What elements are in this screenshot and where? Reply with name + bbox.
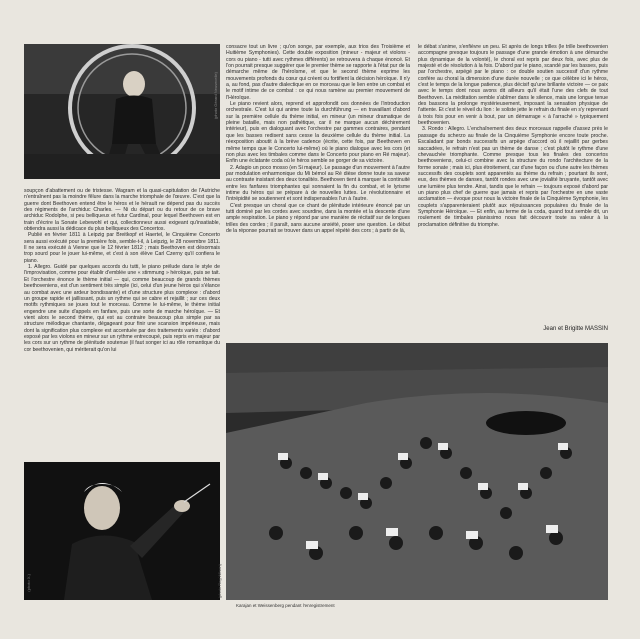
photo-pianist	[24, 44, 220, 179]
paragraph: 1. Allegro. Guidé par quelques accords du tutti, le piano prélude dans le style de l'improvisation, comme pour établir d'emblée une « stimmung » héroïque, puis se tait. Et l'orchestre énonce le thème initial — qui, comme beaucoup de grands thèmes beethoveniens, est d'un sentiment très simple (ici, celui d'un jeune héros qui s'élance au combat avec une ardeur bondissante) et d'une structure plus complexe : d'abord un groupe rapide et jaillissant, puis un rythme qui se cabre et rejaillit ; sur ces deux motifs rythmiques se joues tout le morceau. Comme le lui-même, le thème initial engendre une suite d'appels en fanfare, puis une sorte de marche héroïque. — Et vient alors le second thème, qui est au contraire beaucoup plus simple par sa structure mélodique chantante, dégageant pour finir une scansion impérieuse, mais dont la signification plus complexe est accentuée par des traitements variés : d'abord exposé par les violons en mineur sur un rythme entrecoupé, puis repris en majeur par les cors sur un rythme de plénitude soutenue (il faut songer ici au rôle romantique du cor beethovenien, qui mériterait qu'on lui	[24, 264, 220, 353]
orchestra-photo-illustration	[226, 343, 608, 600]
photo-credit: (photo Reg Wilson)	[217, 563, 222, 598]
column-1	[24, 188, 220, 353]
author-signature: Jean et Brigitte MASSIN	[543, 326, 608, 332]
column-2	[226, 44, 410, 234]
paragraph: Publié en février 1811 à Leipzig par Breitkopf et Haertel, le Cinquième Concerto sera aussi exécuté pour la première fois, semble-t-il, à Leipzig, le 28 novembre 1811. Il ne sera exécuté à Vienne que le 12 février 1812 ; mais Beethoven est désormais trop sourd pour le jouer lui-même, et c'est à son élève Carl Czerny qu'il confiera le piano.	[24, 232, 220, 264]
paragraph: le débat s'anime, s'enfièvre un peu. Et après de longs trilles (le trille beethovenien accompagne presque toujours le passage d'une grande émotion à une démarche plus dynamique de la volonté), le choral est repris par deux fois, avec plus de majesté et de résolution à la fois. D'abord par le piano, scandé par les basses, puis par l'orchestre, arpégé par le piano : ce double soutien successif d'un rythme confère au choral la dimension d'une durée nouvelle ; ce que célèbre ici le héros, c'est le temps de la longue patience, plus décisif qu'une brillante victoire — ce paix avec le temps dont nous avons dit ailleurs qu'il était l'une des clefs de tout Beethoven. La méditation semble s'abîmer dans le silence, mais une longue tenue des bassons la prolonge mystérieusement, imposant la sensation physique de l'attente. Et c'est le réveil du lion : le soliste jette le refrain du finale en s'y reprenant à trois fois pour en venir à bout, par un démarrage « à l'arraché » typiquement beethovenien.	[418, 44, 608, 127]
photo-caption: Karajan et Weissenberg pendant l'enregistrement	[236, 603, 335, 608]
photo-credit: (photo Gérard Neuvecelle)	[213, 72, 218, 120]
photo-credit: (photo X.)	[26, 574, 31, 592]
paragraph: Le piano revient alors, reprend et approfondit ces données de l'introduction orchestrale. C'est lui qui anime toute la durchführung — en travaillant d'abord sur la première cellule du thème initial, en mineur (un mineur dramatique de pleine bataille, mais non pathétique, car il ne marque aucun déchirement intérieur), puis en dialoguant avec l'orchestre par gammes contraires, pendant que les basses redisent sans cesse la deuxième cellule du thème initial. La réexposition aboutit à la brève cadence (écrite, cette fois, par Beethoven en même temps que le Concerto lui-même) où le piano dialogue avec les cors (et non plus avec les timbales comme dans le Concerto pour piano en Ré majeur). Enfin une éclatante coda où le héros semble se gorger de sa victoire.	[226, 101, 410, 165]
photo-orchestra	[217, 343, 608, 600]
pianist-photo-illustration	[24, 44, 220, 179]
paragraph: soupçon d'abattement ou de tristesse. Wagram et la quasi-capitulation de l'Autriche n'entraînent pas la moindre fêlure dans la marche triomphale de l'œuvre. C'est que la guerre dont Beethoven entend être le héros et le hérault ne dépend pas du succès des régiments de l'archiduc Charles. — Ni du départ ou du retour de ce brave archiduc Rodolphe, si peu belliqueux et futur Cardinal, pour lequel Beethoven est en train d'écrire la Sonate Lebewohl et qui, collectionneur aussi exigeant qu'insatiable, obtiendra aussi la dédicace du plus belliqueux des Concertos.	[24, 188, 220, 233]
paragraph: C'est presque un choral que ce chant de plénitude intérieure énoncé par un tutti dominé par les cordes avec sourdine, dans la montée et la descente d'une ample respiration. Le piano y répond par une manière de récitatif sur de longues trilles des cordes ; il paraît, sans aucune anxiété, poser une question. Le début de la réponse pourrait se trouver dans un appel répété des cors ; à partir de là,	[226, 202, 410, 234]
photo-conductor	[24, 462, 220, 600]
paragraph: 3. Rondo : Allegro. L'enchaînement des deux morceaux rappelle d'assez près le passage du scherzo au finale de la Cinquième Symphonie encore toute proche. Escaladant par bonds successifs un arpège d'accord où il rejaillit par gerbes saccadées, le refrain n'est pas un thème de danse ; c'est plutôt le rythme d'une chevauchée triomphante. Comme presque tous les finales des concertos beethoveniens, celui-ci combine avec la structure du rondo l'architecture de la forme sonate ; mais ici, plus étroitement, car d'une façon ou d'une autre les thèmes successifs des couplets sont apparentés au thème du refrain ; pourtant ils sont, eux, des thèmes de danses, tantôt rondes avec une jovialité bruyante, tantôt avec une lumière plus tendre. Ainsi, tandis que le refrain — toujours exposé d'abord par un piano plus chef de guerre que jamais et repris par l'orchestre en une vaste acclamation — évoque pour nous la victoire finale de la Cinquième Symphonie, les couplets s'apparenteraient plutôt aux réjouissances populaires du finale de la Symphonie Héroïque. — Et enfin, au terme de la coda, quand tout semble dit, un roulement de timbales pianissimo nous fait découvrir toute sa valeur à la proclamation définitive du triomphe.	[418, 126, 608, 228]
column-3	[418, 44, 608, 228]
conductor-photo-illustration	[24, 462, 220, 600]
paragraph: 2. Adagio un poco mosso (en Si majeur). Le passage d'un mouvement à l'autre par modulation enharmonique du Mi bémol au Ré dièse donne toute sa saveur au contraste insistant des deux tonalités. Beethoven tient à marquer la continuité entre les fanfares triomphantes qui sonnaient la fin du combat, et le lyrisme intime du héros qui se prépare à de nouvelles luttes. Le révolutionnaire et l'intrépidité se soutiennent et sont indispensables l'un à l'autre.	[226, 164, 410, 203]
paragraph: consacre tout un livre ; qu'on songe, par exemple, aux trios des Troisième et Huitième Symphonies). Cette double exposition (mineur - majeur et violons - cors ou piano - tutti avec rythmes différents) se retrouvera à chaque énoncé. Et l'on pourrait presque suggérer que le premier thème se rapporte à l'état pur de la démarche même de l'héroïsme, et que le second thème exprime les mouvements profonds du cœur qui créent ou fortifient la décision héroïque. Il n'y a, au fond, pas d'autre dialectique en ce morceau que le lien entre un combat et le motif intime de ce combat : ce qui nous ramène au premier mouvement de l'Héroïque.	[226, 44, 410, 101]
